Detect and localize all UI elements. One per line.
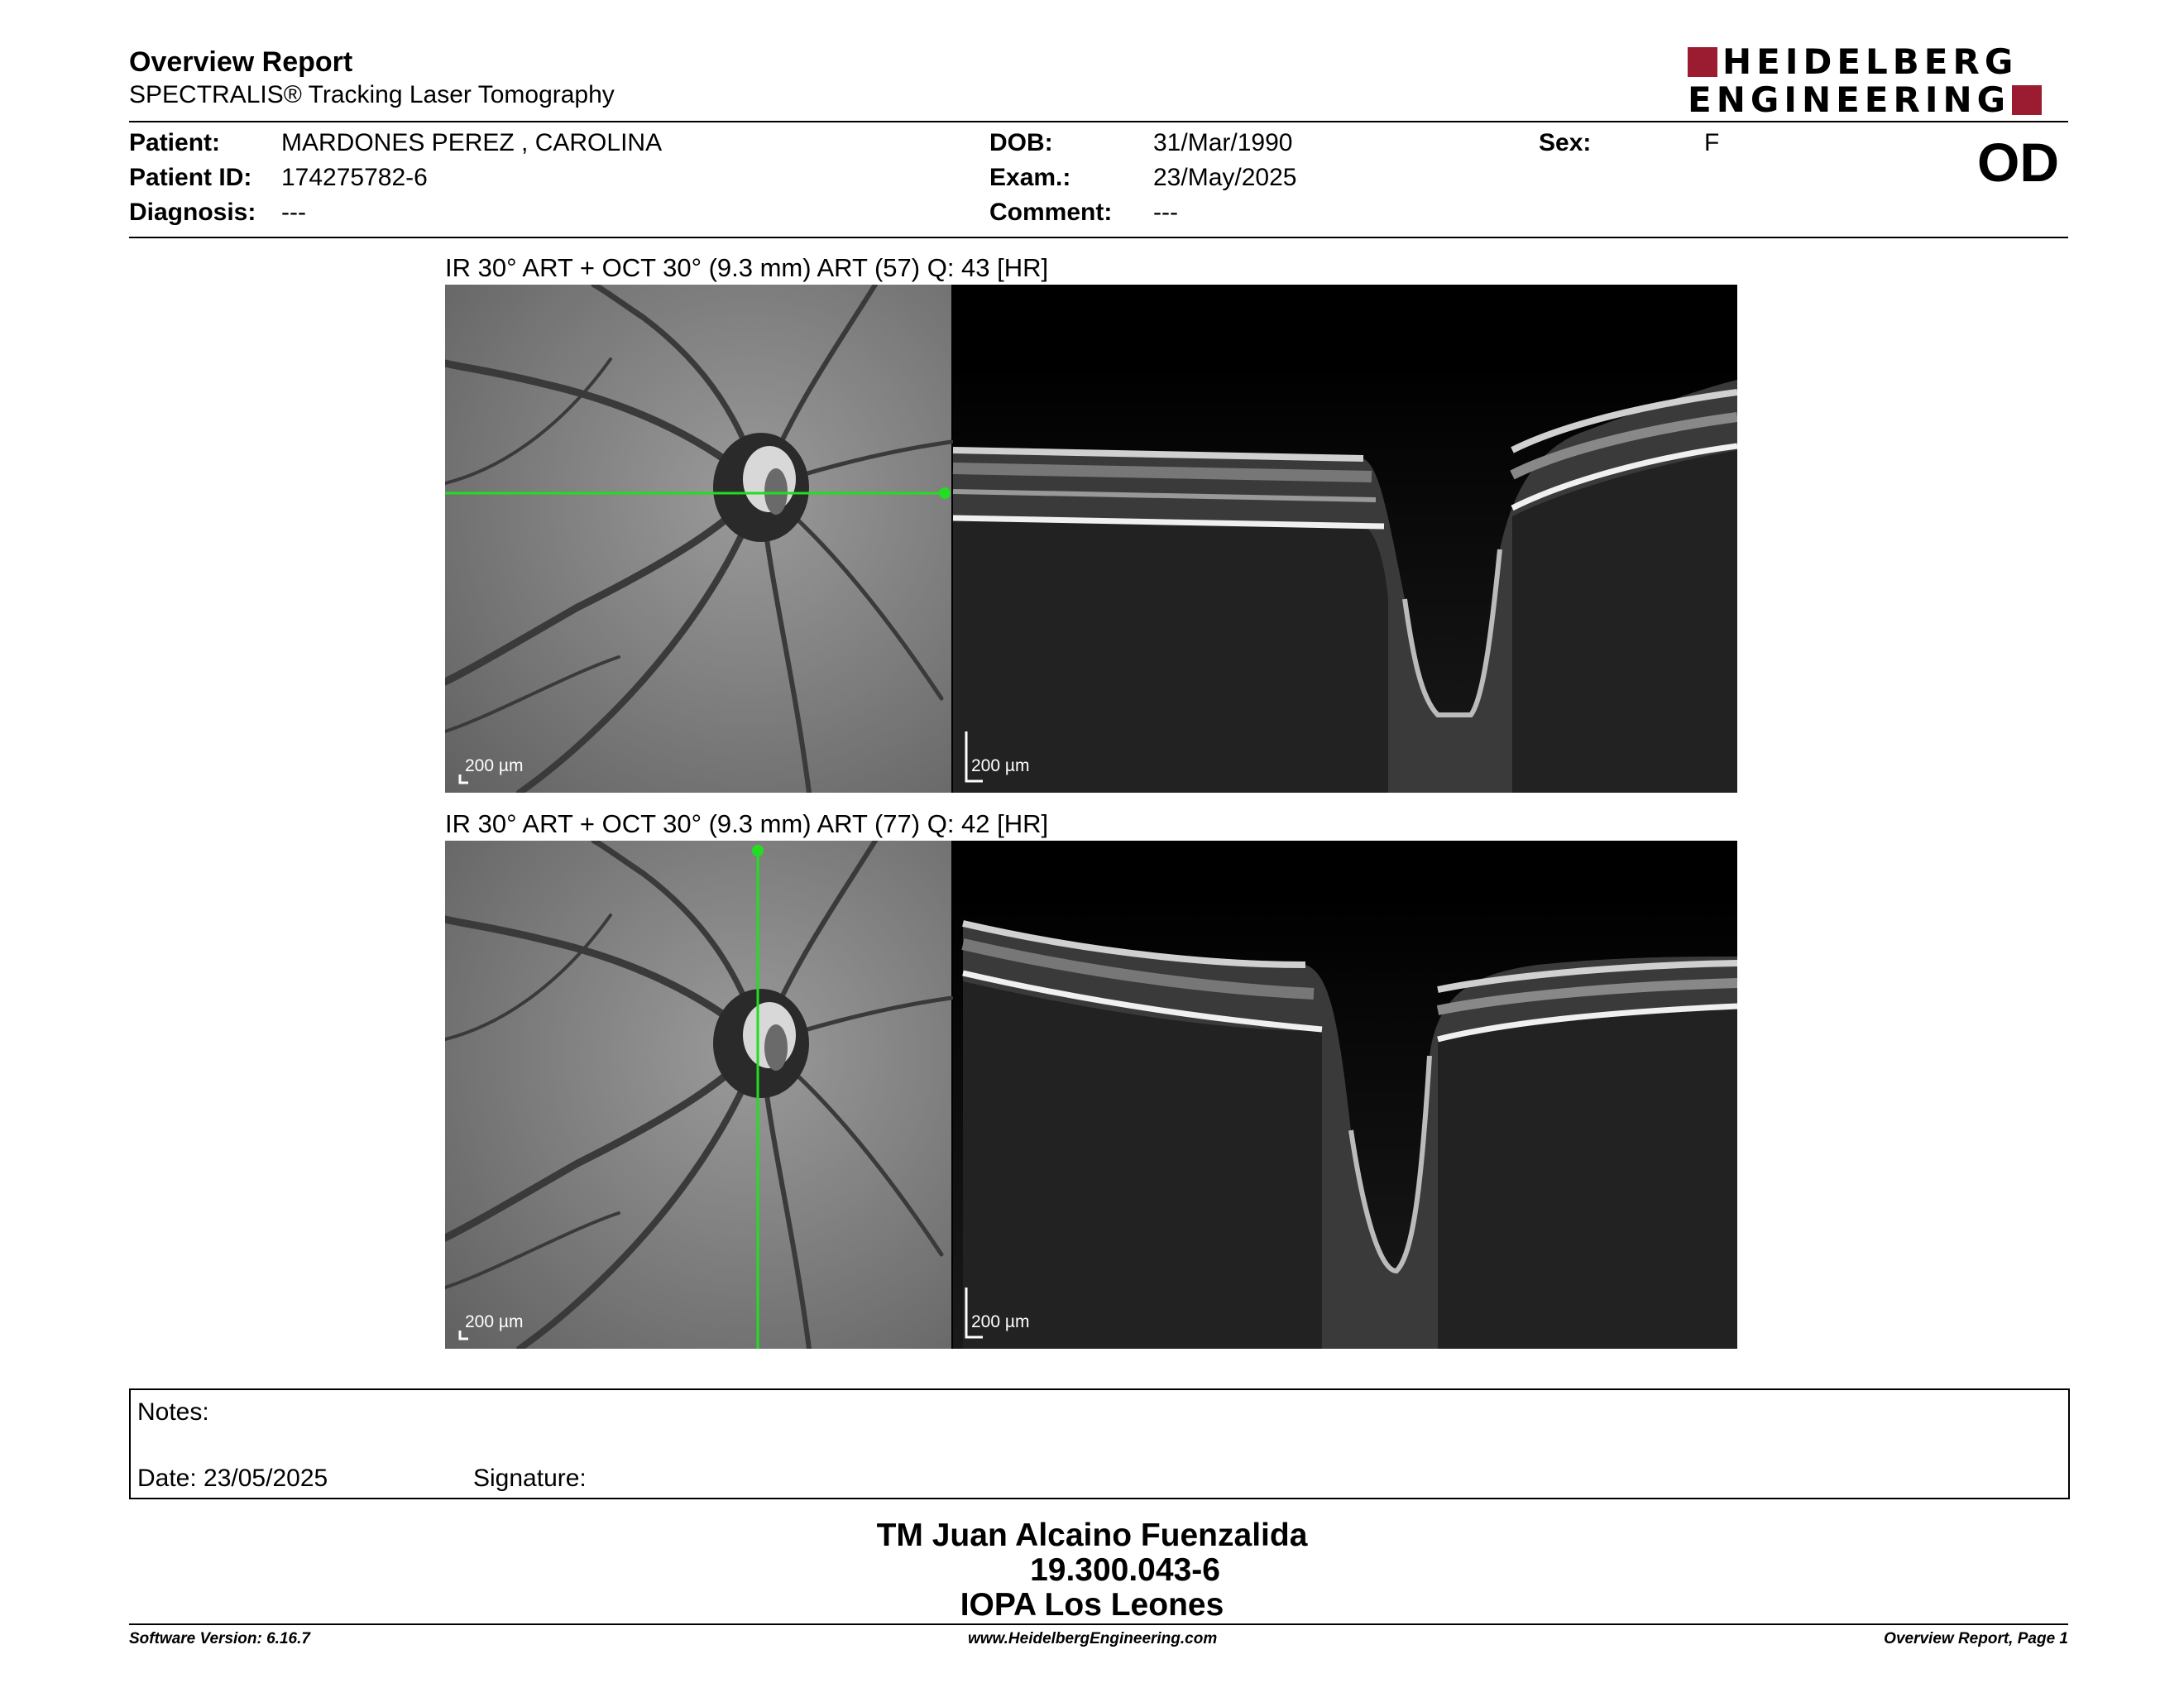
diagnosis-value: --- [281,199,306,226]
stamp-institution: IOPA Los Leones [960,1587,1224,1623]
scan-line-marker-icon [939,487,951,499]
diagnosis-label: Diagnosis: [129,199,256,226]
stamp-name: TM Juan Alcaino Fuenzalida [876,1518,1308,1553]
scan-panel-vertical [445,841,1737,1349]
header-rule [129,121,2068,122]
ir-fundus-image [445,285,951,793]
date-line: Date: 23/05/2025 [137,1465,328,1492]
scan-line-marker-icon [752,845,764,856]
dob-label: DOB: [989,129,1053,156]
exam-value: 23/May/2025 [1153,164,1297,191]
page-label: Overview Report, Page 1 [1884,1630,2068,1647]
notes-label: Notes: [137,1398,209,1426]
scan-panel-horizontal [445,285,1737,793]
signature-label: Signature: [473,1465,587,1492]
report-title: Overview Report [129,46,353,78]
patient-id-value: 174275782-6 [281,164,428,191]
patient-id-label: Patient ID: [129,164,252,191]
oct-bscan-image [953,285,1737,793]
sex-value: F [1704,129,1720,156]
patient-label: Patient: [129,129,221,156]
oct-bscan-image [953,841,1737,1349]
logo-square-icon [1688,47,1717,77]
oct-scale-label: 200 µm [971,756,1030,775]
scan-image [445,285,1737,793]
footer-rule [129,1623,2068,1625]
logo-square-icon [2012,85,2042,115]
software-version: Software Version: 6.16.7 [129,1630,310,1647]
heidelberg-logo [1688,41,2068,120]
comment-label: Comment: [989,199,1113,226]
scan-caption: IR 30° ART + OCT 30° (9.3 mm) ART (57) Q: 43 [HR] [445,253,1049,282]
oct-scale-label: 200 µm [971,1312,1030,1331]
comment-value: --- [1153,199,1178,226]
website-link[interactable]: www.HeidelbergEngineering.com [968,1630,1218,1647]
eye-label: OD [1977,132,2059,193]
logo-text-bottom: ENGINEERING [1688,79,2011,120]
ir-scale-label: 200 µm [465,756,524,775]
stamp-id: 19.300.043-6 [1030,1552,1220,1588]
report-subtitle: SPECTRALIS® Tracking Laser Tomography [129,81,615,108]
patient-name: MARDONES PEREZ , CAROLINA [281,129,663,156]
patient-rule [129,237,2068,238]
notes-box[interactable] [129,1388,2070,1499]
ir-fundus-image [445,841,951,1349]
sex-label: Sex: [1539,129,1592,156]
scan-caption: IR 30° ART + OCT 30° (9.3 mm) ART (77) Q: 42 [HR] [445,809,1049,838]
exam-label: Exam.: [989,164,1071,191]
scan-image [445,841,1737,1349]
logo-text-top: HEIDELBERG [1722,41,2019,82]
ir-scale-label: 200 µm [465,1312,524,1331]
dob-value: 31/Mar/1990 [1153,129,1293,156]
